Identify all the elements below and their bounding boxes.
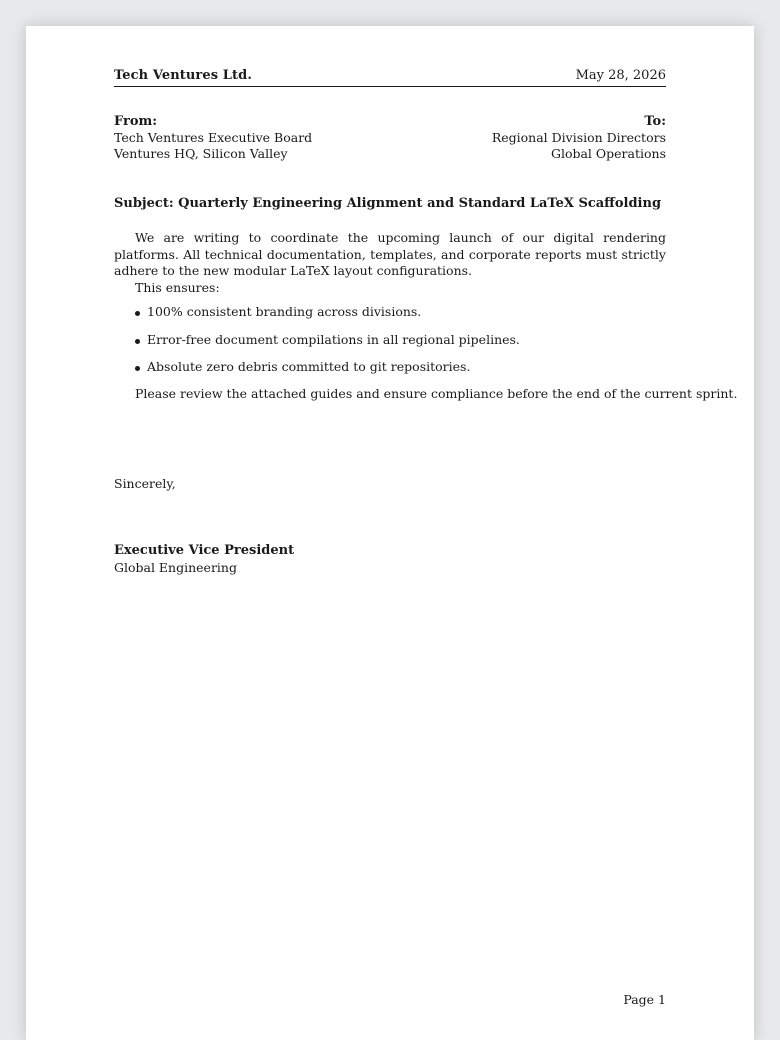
sender-block [114,114,312,162]
bullet-icon [135,366,140,371]
sender-line: Tech Ventures Executive Board [114,130,313,145]
recipient-line: Global Operations [550,146,666,161]
list-item [147,359,666,376]
list-item [147,304,666,321]
recipient-line: Regional Division Directors [491,130,666,145]
signer-title: Executive Vice President [114,543,295,558]
to-label: To: [644,114,666,129]
signoff: Sincerely, [114,476,176,491]
closing-paragraph: Please review the attached guides and ensure compliance before the end of the current sprint. [135,385,738,401]
letter-header [114,68,666,87]
list-item-text: Error-free document compilations in all regional pipelines. [147,331,520,347]
bullet-icon [135,311,140,316]
recipient-block [492,114,666,162]
organization-name: Tech Ventures Ltd. [114,68,252,83]
letter-date: May 28, 2026 [575,68,666,83]
from-label: From: [114,114,158,129]
signature-block [114,543,294,576]
signer-department: Global Engineering [114,559,237,575]
bullet-icon [135,339,140,344]
benefits-list [114,304,666,376]
letter-page [26,26,754,1040]
intro-paragraph: We are writing to coordinate the upcoming launch of our digital rendering platforms. All technical documentation, templates, and corporate reports must strictly adhere to the new modular LaTeX layout configurations. [114,230,666,278]
subject-line: Subject: Quarterly Engineering Alignment and Standard LaTeX Scaffolding [114,196,662,211]
ensures-line: This ensures: [135,279,220,295]
page-number: Page 1 [623,992,666,1007]
list-item-text: 100% consistent branding across divisions. [147,304,422,319]
list-item [147,332,666,349]
list-item-text: Absolute zero debris committed to git repositories. [147,359,471,374]
sender-line: Ventures HQ, Silicon Valley [114,146,288,161]
letter-body [114,230,738,402]
